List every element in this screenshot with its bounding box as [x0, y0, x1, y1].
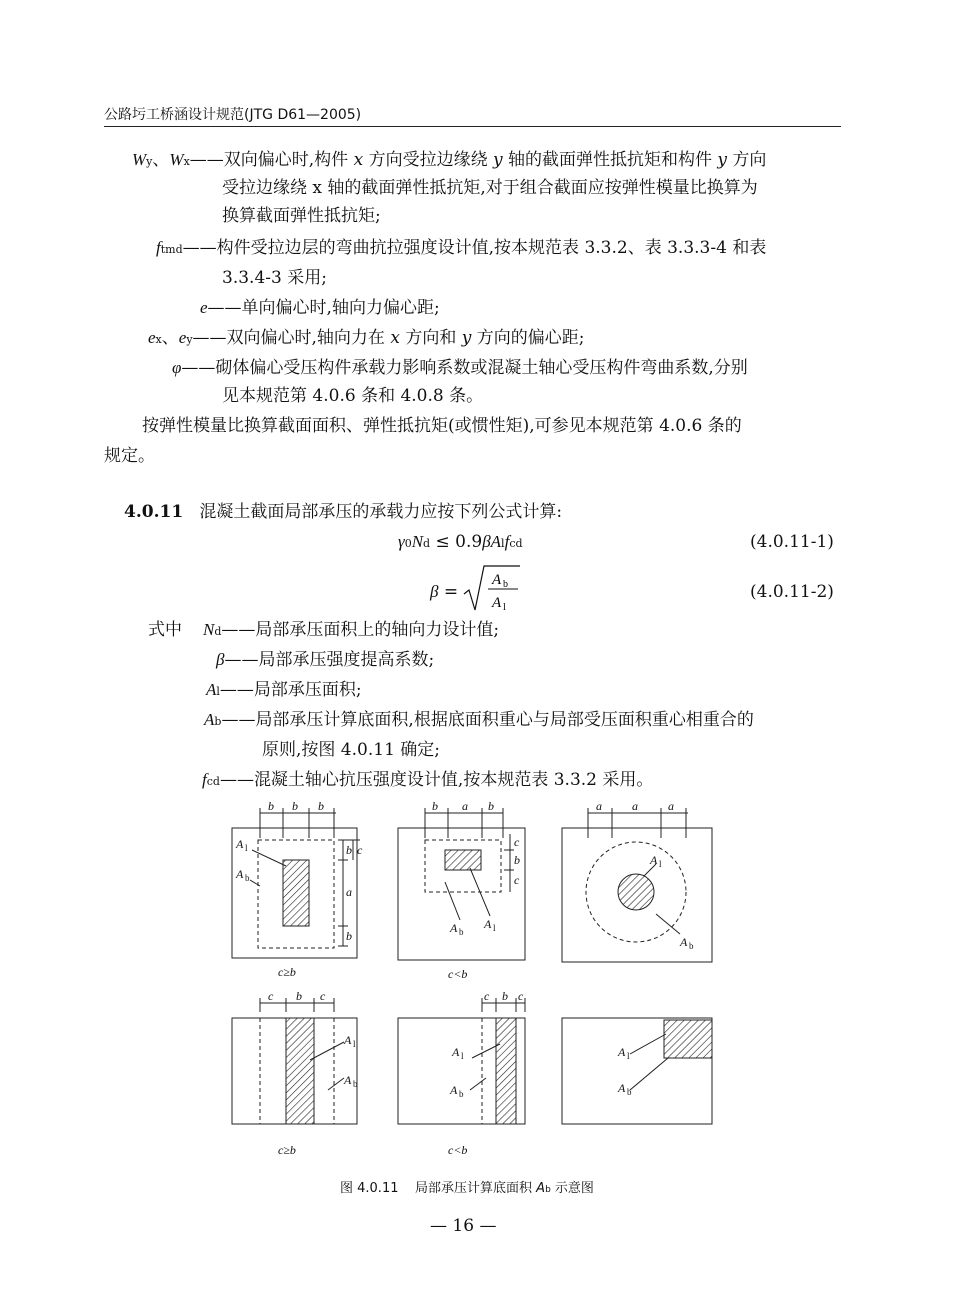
svg-text:c: c: [484, 989, 490, 1003]
svg-text:b: b: [346, 929, 352, 943]
def-nd: Nd——局部承压面积上的轴向力设计值;: [203, 620, 500, 640]
svg-text:A: A: [450, 1083, 458, 1097]
svg-text:A: A: [344, 1033, 352, 1047]
svg-text:b: b: [432, 799, 438, 813]
svg-text:b: b: [488, 799, 494, 813]
svg-text:b: b: [459, 927, 464, 937]
svg-text:A: A: [484, 917, 492, 931]
page-number: — 16 —: [430, 1216, 497, 1236]
svg-text:c≥b: c≥b: [278, 1143, 296, 1157]
shizhong-label: 式中: [148, 620, 182, 640]
def-beta: β——局部承压强度提高系数;: [216, 650, 435, 670]
svg-text:b: b: [292, 799, 298, 813]
svg-text:A: A: [492, 572, 502, 588]
svg-text:A: A: [680, 935, 688, 949]
def-phi-cont: 见本规范第 4.0.6 条和 4.0.8 条。: [222, 386, 484, 406]
svg-text:a: a: [632, 799, 638, 813]
svg-text:b: b: [689, 941, 694, 951]
svg-text:a: a: [346, 885, 352, 899]
def-ftmd: ftmd——构件受拉边层的弯曲抗拉强度设计值,按本规范表 3.3.2、表 3.3.3-4 和表: [156, 238, 767, 258]
svg-text:l: l: [627, 1051, 630, 1061]
running-header: 公路圬工桥涵设计规范(JTG D61—2005): [104, 107, 362, 123]
svg-text:b: b: [627, 1087, 632, 1097]
svg-text:b: b: [296, 989, 302, 1003]
svg-text:b: b: [245, 873, 250, 883]
svg-text:b: b: [514, 853, 520, 867]
paragraph-conversion-end: 规定。: [104, 446, 155, 466]
svg-text:b: b: [353, 1079, 358, 1089]
svg-text:b: b: [346, 843, 352, 857]
svg-text:c: c: [514, 873, 520, 887]
svg-text:a: a: [462, 799, 468, 813]
def-wy-wx-cont1: 受拉边缘绕 x 轴的截面弹性抵抗矩,对于组合截面应按弹性模量比换算为: [222, 178, 758, 198]
svg-text:A: A: [450, 921, 458, 935]
svg-text:A: A: [452, 1045, 460, 1059]
svg-text:A: A: [618, 1045, 626, 1059]
svg-text:b: b: [459, 1089, 464, 1099]
svg-text:l: l: [461, 1051, 464, 1061]
def-al: Al——局部承压面积;: [206, 680, 362, 700]
formula-2-lhs: β =: [430, 582, 459, 602]
svg-text:c: c: [518, 989, 524, 1003]
svg-text:l: l: [503, 602, 506, 613]
formula-2-number: (4.0.11-2): [750, 582, 834, 602]
svg-text:a: a: [596, 799, 602, 813]
def-ab-cont: 原则,按图 4.0.11 确定;: [262, 740, 441, 760]
section-heading: 4.0.11 混凝土截面局部承压的承载力应按下列公式计算:: [124, 502, 563, 522]
def-ab: Ab——局部承压计算底面积,根据底面积重心与局部受压面积重心相重合的: [204, 710, 754, 730]
formula-2-sqrt: [462, 562, 522, 614]
figure-caption: 图 4.0.11 局部承压计算底面积 Ab 示意图: [340, 1181, 594, 1196]
formula-1: γ0Nd ≤ 0.9βAlfcd: [398, 532, 523, 552]
svg-text:c<b: c<b: [448, 967, 468, 981]
svg-text:b: b: [268, 799, 274, 813]
svg-text:c: c: [320, 989, 326, 1003]
header-rule: [104, 126, 841, 127]
svg-text:A: A: [492, 595, 502, 611]
def-wy-wx-cont2: 换算截面弹性抵抗矩;: [222, 206, 381, 226]
def-ftmd-cont: 3.3.4-3 采用;: [222, 268, 327, 288]
def-e: e——单向偏心时,轴向力偏心距;: [200, 298, 440, 318]
svg-text:b: b: [503, 579, 508, 590]
svg-text:l: l: [353, 1039, 356, 1049]
svg-text:l: l: [493, 923, 496, 933]
def-wy-wx: Wy、Wx——双向偏心时,构件 x 方向受拉边缘绕 y 轴的截面弹性抵抗矩和构件 y 方向: [132, 150, 767, 170]
svg-text:c: c: [514, 835, 520, 849]
paragraph-conversion: 按弹性模量比换算截面面积、弹性抵抗矩(或惯性矩),可参见本规范第 4.0.6 条的: [142, 416, 742, 436]
svg-text:A: A: [236, 837, 244, 851]
formula-1-number: (4.0.11-1): [750, 532, 834, 552]
svg-text:b: b: [502, 989, 508, 1003]
svg-text:A: A: [618, 1081, 626, 1095]
def-ex-ey: ex、ey——双向偏心时,轴向力在 x 方向和 y 方向的偏心距;: [148, 328, 585, 348]
svg-text:A: A: [236, 867, 244, 881]
svg-text:c<b: c<b: [448, 1143, 468, 1157]
def-phi: φ——砌体偏心受压构件承载力影响系数或混凝土轴心受压构件弯曲系数,分别: [172, 358, 748, 378]
svg-text:c≥b: c≥b: [278, 965, 296, 979]
svg-text:c: c: [357, 843, 363, 857]
def-fcd: fcd——混凝土轴心抗压强度设计值,按本规范表 3.3.2 采用。: [202, 770, 654, 790]
svg-text:A: A: [344, 1073, 352, 1087]
svg-text:c: c: [268, 989, 274, 1003]
figure-4-0-11: [220, 798, 720, 1158]
svg-text:a: a: [668, 799, 674, 813]
svg-text:b: b: [318, 799, 324, 813]
svg-text:A: A: [650, 853, 658, 867]
svg-text:l: l: [245, 843, 248, 853]
svg-text:l: l: [659, 859, 662, 869]
